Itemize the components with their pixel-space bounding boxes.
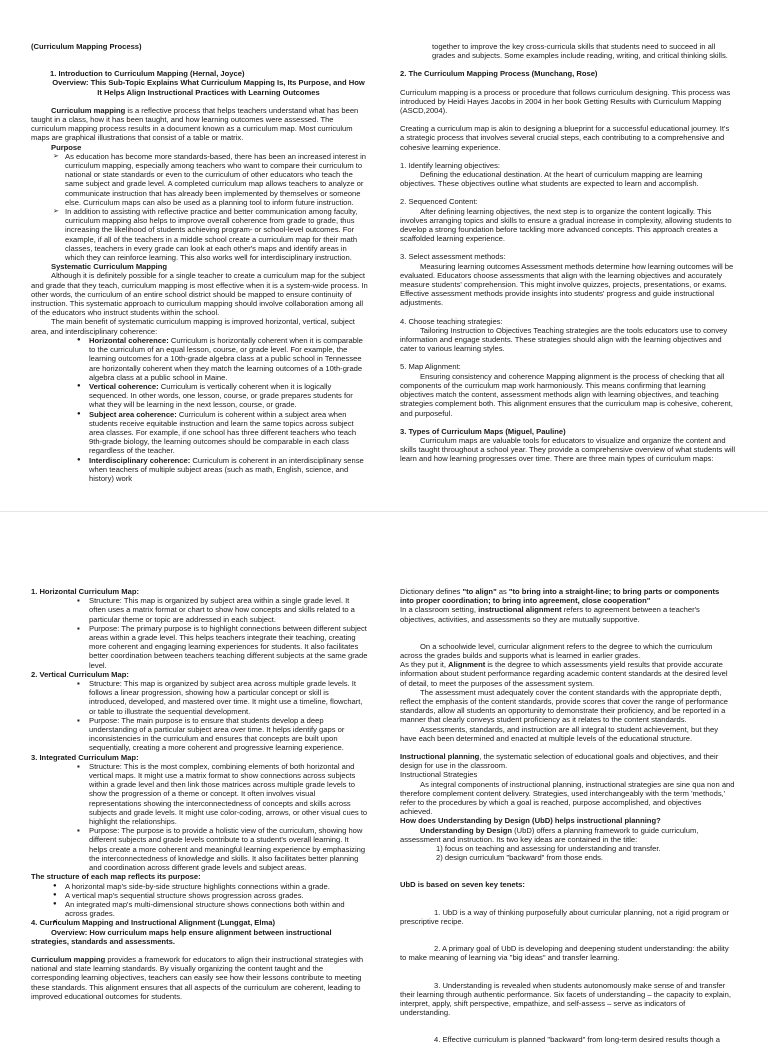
ubd-paragraph: Understanding by Design (UbD) offers a planning framework to guide curriculum, assessment and instruction. Its two key ideas are contained in the title:	[400, 825, 699, 844]
map3-item: ▪ Purpose: The purpose is to provide a holistic view of the curriculum, showing how different subjects and grade levels contribute to a student's overall learning. It helps create a more coherent and meaningful learning experience by emphasizing the interconnectedness of knowledge and skills. It also facilitates better planning and coordination across different grade levels and subject areas.	[77, 826, 368, 872]
integral-paragraph: Assessments, standards, and instruction are all integral to student achievement, but they have each been determined and enacted at multiple levels of the educational structure.	[400, 724, 719, 743]
map1-item: ▪ Purpose: The primary purpose is to highlight connections between different subject areas within a grade level. This helps teachers integrate their teaching, creating more coherent and engaging learning experiences for students. It also facilitates better coordination between teachers teaching different subjects at the same grade level.	[77, 624, 368, 670]
coherence-item: ● Vertical coherence: Curriculum is vertically coherent when it is logically sequenced. In other words, one lesson, course, or grade prepares students for what they will be learning in the next lesson, course, or grade.	[77, 382, 368, 410]
systematic-paragraph-1: Although it is definitely possible for a single teacher to create a curriculum map for the subject and grade that they teach, curriculum mapping is most effective when it is a system-wide process. In other words, the curriculum of an entire school district should be mapped to ensure continuity of instruction. This systematic approach to curriculum mapping should involve collaboration among all of the educators who instruct students within the school.	[31, 271, 368, 318]
process-step	[400, 197, 735, 243]
section4-paragraph: Curriculum mapping provides a framework for educators to align their instructional strategies with national and state learning standards. By visually organizing the content taught and the corresponding learning objectives, teachers can easily see how their lessons contribute to meeting these standards. This alignment ensures that all aspects of the curriculum are coherent, leading to improved educational outcomes for students.	[31, 954, 364, 1001]
tenets-title: UbD is based on seven key tenets:	[400, 880, 525, 890]
map2-item: ▪ Purpose: The main purpose is to ensure that students develop a deep understanding of a particular subject area over time. It helps identify gaps or inconsistencies in the curriculum and ensures that concepts are built upon sequentially, creating a more coherent and progressive learning experience.	[77, 716, 368, 753]
coherence-item: ● Interdisciplinary coherence: Curriculum is coherent in an interdisciplinary sense when teachers of multiple subject areas (such as math, English, science, and history) work	[77, 456, 368, 484]
section2-title: 2. The Curriculum Mapping Process (Munchang, Rose)	[400, 69, 598, 79]
ubd-point: 1) focus on teaching and assessing for understanding and transfer.	[436, 844, 661, 854]
section2-paragraph-2: Creating a curriculum map is akin to designing a blueprint for a successful educational journey. It's a strategic process that involves several crucial steps, each contributing to a comprehensive and cohesive learning experience.	[400, 124, 730, 152]
purpose-list	[31, 152, 368, 262]
page-top-left-column	[31, 42, 368, 483]
process-step	[400, 161, 735, 189]
map1-title: 1. Horizontal Curriculum Map:	[31, 587, 140, 596]
coherence-list	[31, 336, 368, 483]
intro-paragraph	[31, 106, 368, 143]
map1-item: ▪ Structure: This map is organized by subject area within a single grade level. It often uses a matrix format or chart to show how concepts and skills related to a particular theme or topic are addressed in each subject.	[77, 596, 368, 624]
section3-title: 3. Types of Curriculum Maps (Miguel, Pauline)	[400, 426, 566, 436]
planning-paragraph: Instructional planning, the systematic selection of educational goals and objectives, and their design for use in the classroom.	[400, 752, 719, 771]
intro-lead: Curriculum mapping	[51, 105, 126, 115]
systematic-paragraph-2: The main benefit of systematic curriculum mapping is improved horizontal, vertical, subject area, and interdisciplinary coherence:	[31, 317, 355, 336]
page-bottom-left-column	[31, 587, 368, 1001]
map3-title: 3. Integrated Curriculum Map:	[31, 752, 139, 762]
step-title: 4. Choose teaching strategies:	[400, 316, 503, 326]
step-title: 3. Select assessment methods:	[400, 252, 506, 262]
coherence-item: ● Horizontal coherence: Curriculum is horizontally coherent when it is comparable to the curriculum of an equal lesson, course, or grade level. For example, the learning outcomes for a 10th-grade algebra class at a public school in Tennessee are horizontally coherent when they match the learning outcomes of a 10th-grade algebra class at a public school in Maine.	[77, 336, 368, 382]
continued-paragraph: together to improve the key cross-curricula skills that students need to succeed in all grades and subjects. Some examples include reading, writing, and critical thinking skills.	[432, 42, 728, 61]
structure-title: The structure of each map reflects its purpose:	[31, 872, 201, 882]
step-text: Ensuring consistency and coherence Mapping alignment is the process of checking that all components of the curriculum map work harmoniously. This means confirming that learning objectives match the content, assessment methods align with learning objectives, and teaching strategies complement both. This alignment ensures that the curriculum map is cohesive, coherent, and purposeful.	[400, 371, 733, 418]
alignment-paragraph: As they put it, Alignment is the degree to which assessments yield results that provide accurate information about student performance regarding academic content standards at the desired level of detail, to meet the purposes of the assessment system.	[400, 660, 728, 688]
classroom-paragraph: In a classroom setting, instructional alignment refers to agreement between a teacher's objectives, activities, and assessments so they are mutually supportive.	[400, 605, 700, 624]
dictionary-paragraph: Dictionary defines "to align" as "to bring into a straight-line; to bring parts or components into proper coordination; to bring into agreement, close cooperation"	[400, 587, 720, 606]
strategies-paragraph: As integral components of instructional planning, instructional strategies are sine qua non and therefore complement content delivery. Strategies, used interchangeably with the term 'methods,' refer to the procedures by which a goal is reached, purpose accomplished, and objectives achieved.	[400, 779, 735, 817]
structure-item: ● An integrated map's multi-dimensional structure shows connections both within and across grades.	[53, 900, 368, 918]
step-text: Measuring learning outcomes Assessment methods determine how learning outcomes will be evaluated. Educators choose assessments that align with the learning objectives and accurately measure students' comprehension. This might involve quizzes, projects, presentations, or exams. Effective assessment methods provide insights into students' progress and guide instructional adjustments.	[400, 261, 734, 308]
section3-paragraph: Curriculum maps are valuable tools for educators to visualize and organize the content and skills taught throughout a school year. They provide a comprehensive overview of what students will learn and how learning progresses over time. There are three main types of curriculum maps:	[400, 435, 736, 464]
purpose-item: ➢ As education has become more standards-based, there has been an increased interest in curriculum mapping, especially among teachers who want to compare their curriculum to national or state standards or even to the curriculum of other educators who teach the same subject and grade level. A completed curriculum map allows teachers to analyze or communicate instruction that has already been implemented by themselves or someone else. Curriculum maps can also be used as a planning tool to inform future instruction.	[53, 152, 368, 207]
step-text: Defining the educational destination. At the heart of curriculum mapping are learning objectives. These objectives outline what students are expected to learn and accomplish.	[400, 170, 703, 189]
coherence-item: ● Subject area coherence: Curriculum is coherent within a subject area when students receive equitable instruction and learn the same topics across subject area classes. For example, if one school has three different teachers who teach 9th-grade biology, the learning outcomes should be comparable in each class regardless of the teacher.	[77, 410, 368, 456]
section4-title: 4. Curriculum Mapping and Instructional Alignment (Lunggat, Elma)	[31, 918, 275, 928]
tenet-item: 2. A primary goal of UbD is developing and deepening student understanding: the ability to make meaning of learning via "big ideas" and transfer learning.	[400, 944, 729, 963]
structure-item: ● A horizontal map's side-by-side structure highlights connections within a grade.	[53, 882, 368, 891]
topic1-overview: Overview: This Sub-Topic Explains What Curriculum Mapping Is, Its Purpose, and How It Helps Align Instructional Practices with Learning Outcomes	[52, 78, 365, 97]
document-header: (Curriculum Mapping Process)	[31, 42, 142, 51]
ubd-question: How does Understanding by Design (UbD) helps instructional planning?	[400, 816, 661, 826]
map3-list	[31, 762, 368, 872]
section4-overview: Overview: How curriculum maps help ensure alignment between instructional strategies, standards and assessments.	[31, 927, 332, 946]
systematic-label: Systematic Curriculum Mapping	[51, 262, 168, 272]
map2-item: ▪ Structure: This map is organized by subject area across multiple grade levels. It follows a linear progression, showing how a particular concept or skill is introduced, developed, and mastered over time. It might use a timeline, flowchart, or table to illustrate the sequential development.	[77, 679, 368, 716]
page-bottom-right-column	[400, 587, 735, 1045]
step-text: Tailoring Instruction to Objectives Teaching strategies are the tools educators use to convey information and engage students. These strategies should align with the learning objectives and cater to various learning styles.	[400, 325, 728, 354]
schoolwide-paragraph: On a schoolwide level, curricular alignment refers to the degree to which the curriculum across the grades builds and supports what is learned in earlier grades.	[400, 641, 713, 661]
structure-list	[31, 882, 368, 919]
map2-title: 2. Vertical Curriculum Map:	[31, 669, 129, 679]
tenet-item: 3. Understanding is revealed when students autonomously make sense of and transfer their learning through authentic performance. Six facets of understanding – the capacity to explain, interpret, apply, shift perspective, empathize, and self-assess – serve as indicators of understanding.	[400, 980, 731, 1018]
step-title: 2. Sequenced Content:	[400, 197, 478, 207]
step-title: 1. Identify learning objectives:	[400, 160, 501, 170]
section2-paragraph-1: Curriculum mapping is a process or procedure that follows curriculum designing. This process was introduced by Heidi Hayes Jacobs in 2004 in her book Getting Results with Curriculum Mapping (ASCD,2004).	[400, 87, 731, 116]
tenet-item: 1. UbD is a way of thinking purposefully about curricular planning, not a rigid program or prescriptive recipe.	[400, 907, 730, 926]
purpose-label: Purpose	[51, 142, 82, 152]
map3-item: ▪ Structure: This is the most complex, combining elements of both horizontal and vertical maps. It might use a matrix format to show connections across subjects within a grade level and then link those matrices across multiple grade levels to show the progression of a theme or concept. It often involves visual representations showing the interconnectedness of concepts and skills across subjects and grade levels. It might use color-coding, arrows, or other visual cues to highlight the relationships.	[77, 762, 368, 826]
step-text: After defining learning objectives, the next step is to organize the content logically. This involves arranging topics and skills to ensure a gradual increase in complexity, allowing students to develop a strong foundation before tackling more advanced concepts. This approach creates a scaffolded learning experience.	[400, 206, 732, 244]
map1-list	[31, 596, 368, 670]
process-step	[400, 362, 735, 417]
structure-item: ● A vertical map's sequential structure shows progression across grades.	[53, 891, 368, 900]
step-title: 5. Map Alignment:	[400, 362, 461, 372]
topic1-title: 1. Introduction to Curriculum Mapping (Hernal, Joyce)	[50, 69, 245, 79]
intro-rest: is a reflective process that helps teachers understand what has been taught in a class, how it has been taught, and how learning outcomes were assessed. The curriculum mapping process results in a document known as a curriculum map. Most curriculum maps are graphical illustrations that consist of a table or matrix.	[31, 105, 359, 143]
page-top-right-column	[400, 42, 735, 464]
purpose-item: ➢ In addition to assisting with reflective practice and better communication among faculty, curriculum mapping also helps to improve overall coherence from grade to grade, thus increasing the likelihood of students achieving program- or school-level outcomes. For example, if all of the teachers in a middle school create a curriculum map for their math classes, teachers in every grade can look at each other's maps and identify areas in which they can reinforce learning. This also works well for interdisciplinary instruction.	[53, 207, 368, 262]
process-step	[400, 317, 735, 354]
assessment-paragraph: The assessment must adequately cover the content standards with the appropriate depth, reflect the emphasis of the content standards, provide scores that cover the range of performance standards, allow all students an opportunity to demonstrate their proficiency, and be reported in a manner that clearly conveys student proficiency as it relates to the content standards.	[400, 687, 728, 725]
ubd-point: 2) design curriculum "backward" from those ends.	[436, 853, 604, 863]
strategies-title: Instructional Strategies	[400, 770, 478, 780]
document-page-top	[0, 0, 768, 512]
tenet-item: 4. Effective curriculum is planned "backward" from long-term desired results though a	[434, 1035, 720, 1045]
map2-list	[31, 679, 368, 753]
document-page-bottom	[0, 512, 768, 1045]
process-step	[400, 252, 735, 307]
